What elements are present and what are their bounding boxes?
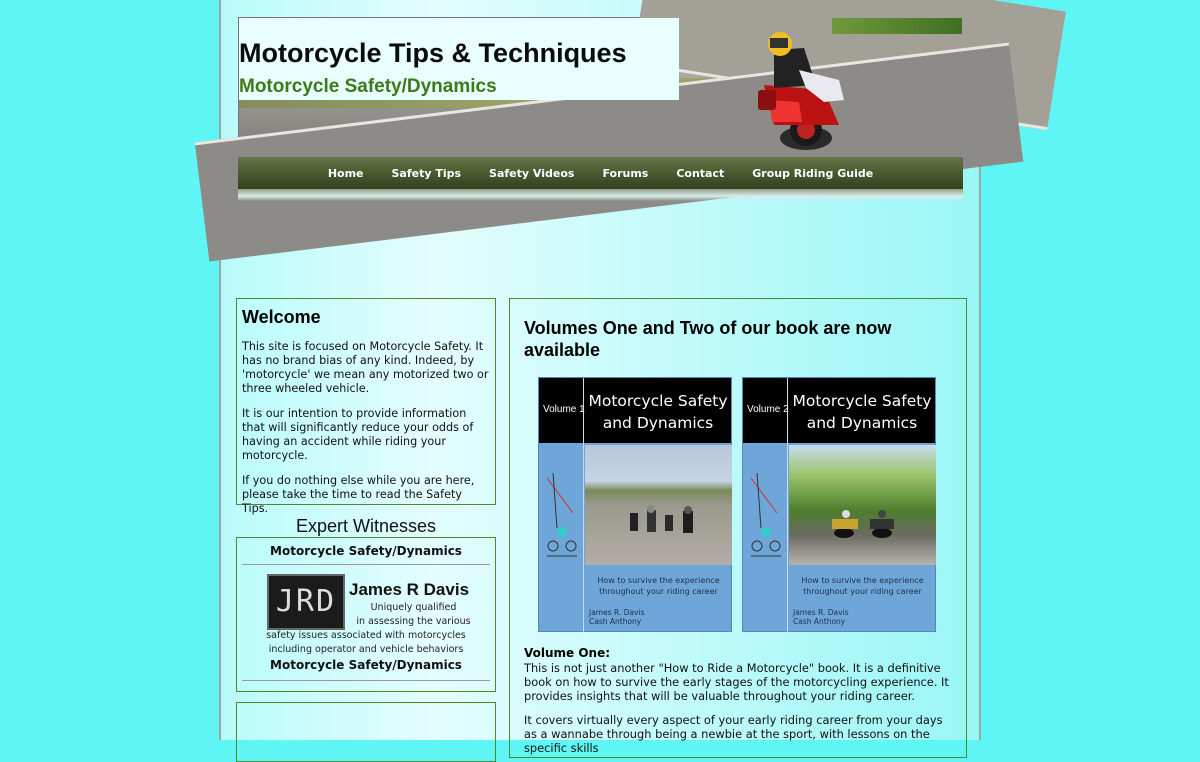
expert-witnesses-heading: Expert Witnesses [295, 516, 437, 536]
expert-bottom-label: Motorcycle Safety/Dynamics [270, 658, 462, 672]
expert-top-label: Motorcycle Safety/Dynamics [270, 544, 462, 558]
divider [242, 564, 490, 565]
book-volume-label: Volume 1 [543, 404, 585, 415]
header-banner [238, 17, 963, 157]
diagram-icon [543, 468, 581, 568]
welcome-paragraph: It is our intention to provide information that will significantly reduce your odds of having an accident while riding your motorcycle. [242, 407, 474, 462]
nav-safety-tips[interactable]: Safety Tips [391, 166, 462, 180]
welcome-heading: Welcome [242, 307, 321, 327]
expert-name: James R Davis [349, 580, 470, 599]
volume-one-label: Volume One: [524, 646, 611, 660]
welcome-paragraph: If you do nothing else while you are here, please take the time to read the Safety Tips. [242, 474, 475, 515]
welcome-box [236, 298, 496, 515]
volume-one-description-continued: It covers virtually every aspect of your early riding career from your days as a wannabe through being a newbie at the sport, with lessons on the specific skills [524, 713, 943, 755]
volume-one-description: This is not just another "How to Ride a Motorcycle" book. It is a definitive book on how to survive the early stages of the motorcycling experience. It provides insights that will be valuable throughout your riding career. [524, 661, 949, 703]
book-subtitle: How to survive the experience throughout your riding career [801, 576, 924, 596]
book-volume-label: Volume 2 [747, 404, 789, 415]
book-title: Motorcycle Safety and Dynamics [588, 392, 728, 432]
main-heading: Volumes One and Two of our book are now available [524, 318, 892, 360]
nav-safety-videos[interactable]: Safety Videos [489, 166, 575, 180]
book-cover-volume-1[interactable] [538, 377, 732, 632]
nav-home[interactable]: Home [327, 166, 364, 180]
welcome-paragraph: This site is focused on Motorcycle Safety. It has no brand bias of any kind. Indeed, by 'motorcycle' we mean any motorized two or three wheeled vehicle. [242, 340, 489, 395]
nav-forums[interactable]: Forums [602, 166, 649, 180]
book-cover-photo [585, 445, 732, 565]
jrd-logo: JRD [267, 574, 345, 630]
site-title: Motorcycle Tips & Techniques [239, 38, 627, 68]
page-container [219, 0, 981, 755]
title-box [239, 18, 679, 100]
book-cover-volume-2[interactable] [742, 377, 936, 632]
book-authors: James R. Davis Cash Anthony [793, 608, 849, 626]
ad-box [236, 702, 496, 762]
nav-contact[interactable]: Contact [676, 166, 725, 180]
book-cover-photo [789, 445, 936, 565]
divider [242, 680, 490, 681]
main-content [509, 298, 967, 758]
book-subtitle: How to survive the experience throughout your riding career [597, 576, 720, 596]
diagram-icon [747, 468, 785, 568]
book-title: Motorcycle Safety and Dynamics [792, 392, 932, 432]
book-authors: James R. Davis Cash Anthony [589, 608, 645, 626]
expert-description: Uniquely qualified in assessing the various safety issues associated with motorcycles including operator and vehicle behaviors [266, 602, 471, 655]
site-subtitle: Motorcycle Safety/Dynamics [239, 76, 497, 97]
motorcycle-rider-image [744, 30, 859, 150]
main-nav [238, 157, 963, 189]
nav-group-riding-guide[interactable]: Group Riding Guide [752, 166, 874, 180]
expert-witness-ad[interactable] [236, 537, 496, 692]
